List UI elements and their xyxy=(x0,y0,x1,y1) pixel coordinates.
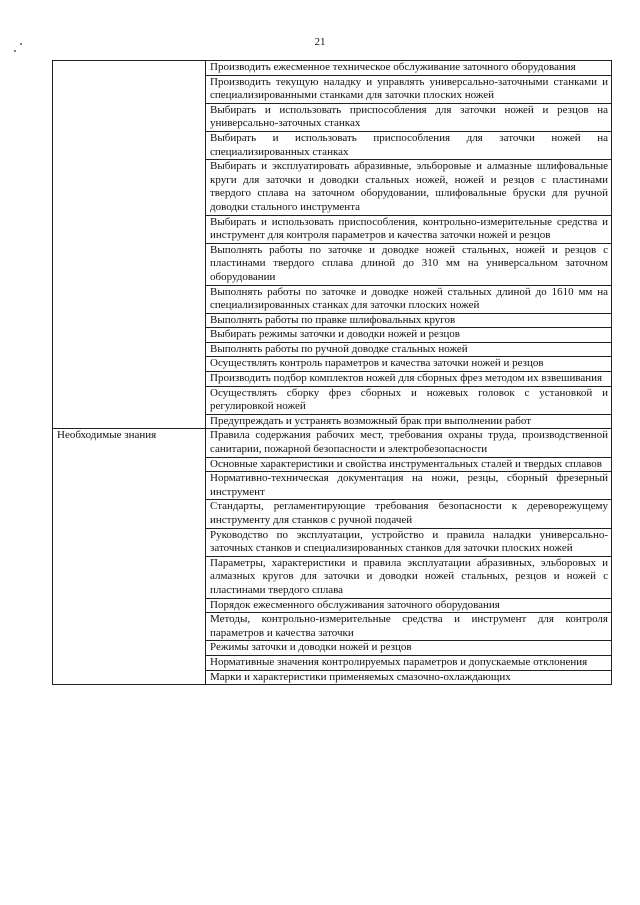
section-label xyxy=(53,61,206,429)
scan-speck xyxy=(14,50,16,52)
requirement-item: Марки и характеристики применяемых смазочно-охлаждающих xyxy=(206,670,612,685)
requirements-table xyxy=(52,60,612,685)
requirement-item: Выбирать и использовать приспособления для заточки ножей на специализированных станках xyxy=(206,131,612,159)
requirement-item: Осуществлять контроль параметров и качества заточки ножей и резцов xyxy=(206,357,612,372)
requirement-item: Режимы заточки и доводки ножей и резцов xyxy=(206,641,612,656)
requirement-item: Выбирать и использовать приспособления для заточки ножей и резцов на универсально-заточных станках xyxy=(206,103,612,131)
requirement-item: Производить ежесменное техническое обслуживание заточного оборудования xyxy=(206,61,612,76)
requirement-item: Порядок ежесменного обслуживания заточного оборудования xyxy=(206,598,612,613)
requirement-item: Выбирать и эксплуатировать абразивные, эльборовые и алмазные шлифовальные круги для заточки и доводки стальных ножей, ножей и резцов с пластинами твердого сплава на заточном оборудовании, шлифовальные бруски для ручной доводки стального инструмента xyxy=(206,160,612,215)
page-number: 21 xyxy=(314,36,326,48)
section-label: Необходимые знания xyxy=(53,429,206,685)
requirement-item: Производить текущую наладку и управлять универсально-заточными станками и специализированными станками для заточки плоских ножей xyxy=(206,75,612,103)
scan-speck xyxy=(20,43,22,45)
table-row xyxy=(53,429,612,457)
table-row xyxy=(53,61,612,76)
requirement-item: Выполнять работы по правке шлифовальных кругов xyxy=(206,313,612,328)
requirement-item: Выполнять работы по заточке и доводке ножей стальных длиной до 1610 мм на специализированных станках для заточки плоских ножей xyxy=(206,285,612,313)
requirement-item: Параметры, характеристики и правила эксплуатации абразивных, эльборовых и алмазных кругов для заточки и доводки ножей стальных, резцов и ножей с пластинами твердого сплава xyxy=(206,556,612,598)
requirement-item: Производить подбор комплектов ножей для сборных фрез методом их взвешивания xyxy=(206,372,612,387)
requirement-item: Руководство по эксплуатации, устройство и правила наладки универсально-заточных станков и специализированных станков для заточки плоских ножей xyxy=(206,528,612,556)
requirement-item: Осуществлять сборку фрез сборных и ножевых головок с установкой и регулировкой ножей xyxy=(206,386,612,414)
requirement-item: Выбирать режимы заточки и доводки ножей и резцов xyxy=(206,328,612,343)
requirement-item: Выполнять работы по заточке и доводке ножей стальных, ножей и резцов с пластинами твердого сплава длиной до 310 мм на универсальном заточном оборудовании xyxy=(206,243,612,285)
requirement-item: Предупреждать и устранять возможный брак при выполнении работ xyxy=(206,414,612,429)
requirement-item: Выполнять работы по ручной доводке стальных ножей xyxy=(206,342,612,357)
requirement-item: Нормативно-техническая документация на ножи, резцы, сборный фрезерный инструмент xyxy=(206,472,612,500)
requirement-item: Правила содержания рабочих мест, требования охраны труда, производственной санитарии, пожарной безопасности и электробезопасности xyxy=(206,429,612,457)
requirement-item: Выбирать и использовать приспособления, контрольно-измерительные средства и инструмент для контроля параметров и качества заточки ножей и резцов xyxy=(206,215,612,243)
requirement-item: Стандарты, регламентирующие требования безопасности к дереворежущему инструменту для станков с ручной подачей xyxy=(206,500,612,528)
requirement-item: Основные характеристики и свойства инструментальных сталей и твердых сплавов xyxy=(206,457,612,472)
requirement-item: Нормативные значения контролируемых параметров и допускаемые отклонения xyxy=(206,655,612,670)
requirement-item: Методы, контрольно-измерительные средства и инструмент для контроля параметров и качества заточки xyxy=(206,613,612,641)
